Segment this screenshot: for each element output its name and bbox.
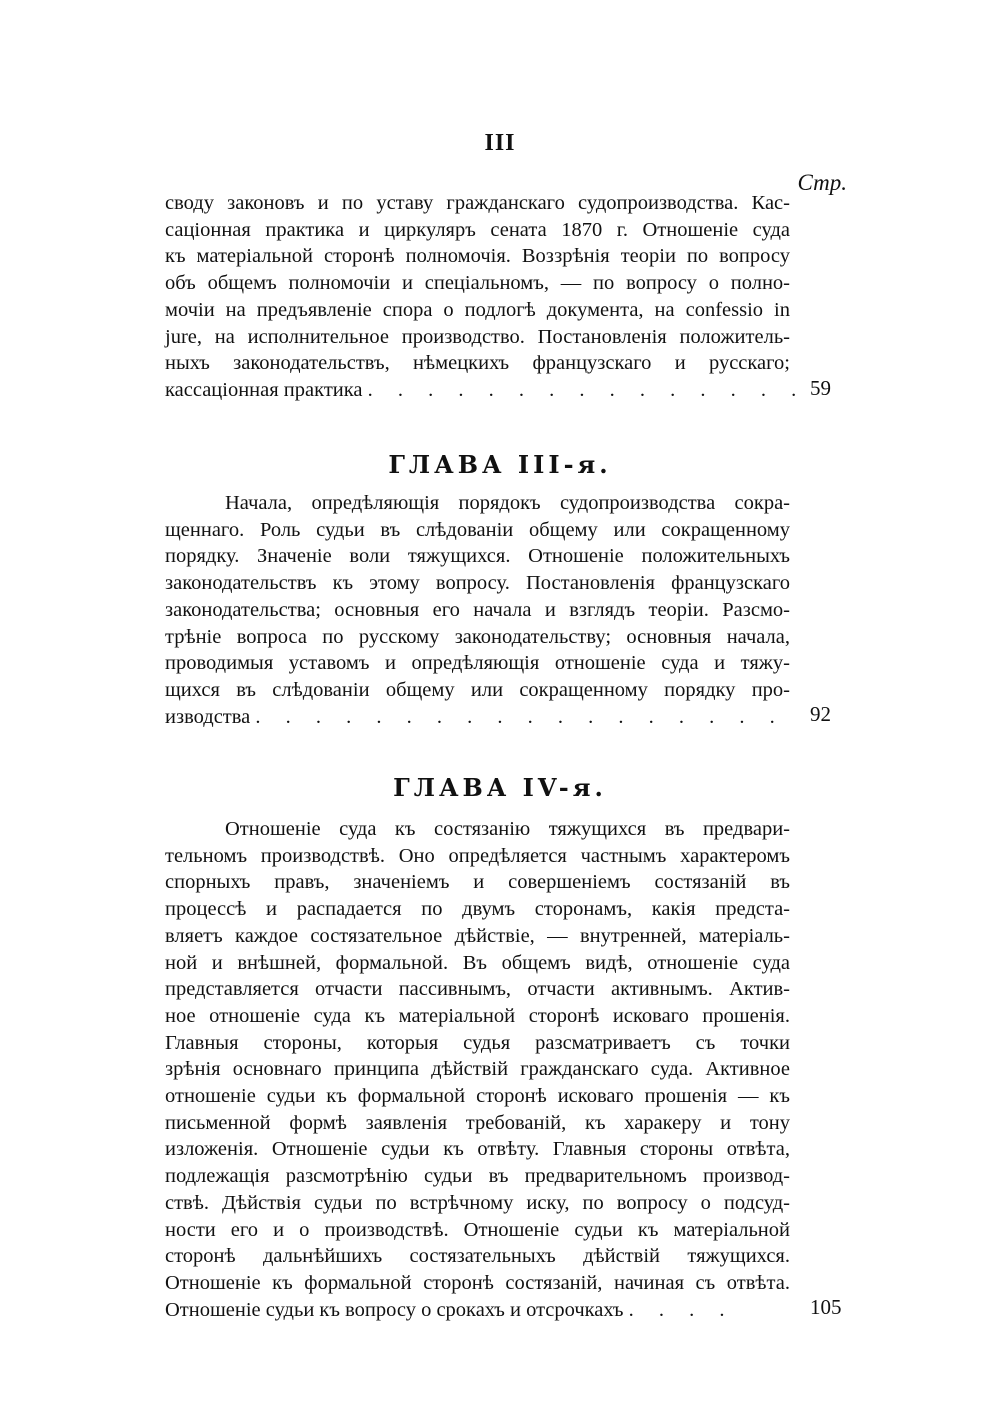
entry-text-line: ности его и о производствѣ. Отношеніе судьи къ матеріальной bbox=[165, 1218, 790, 1241]
entry-text-line: къ матеріальной сторонѣ полномочія. Воззрѣнія теоріи по вопросу bbox=[165, 245, 790, 268]
entry-text-line: своду законовъ и по уставу гражданскаго судопроизводства. Кас- bbox=[165, 192, 790, 214]
chapter-heading-3: ГЛАВА III-я. bbox=[388, 450, 612, 479]
entry-text-line: щихся въ слѣдованіи общему или сокращенному порядку про- bbox=[165, 678, 790, 701]
page-number: III bbox=[484, 130, 516, 156]
entry-text-line: проводимыя уставомъ и опредѣляющія отношеніе суда и тяжу- bbox=[165, 652, 790, 675]
entry-text-line: вляетъ каждое состязательное дѣйствіе, — внутренней, матеріаль- bbox=[165, 924, 790, 947]
entry-text-line: Начала, опредѣляющія порядокъ судопроизводства сокра- bbox=[225, 492, 790, 514]
entry-text-line: Отношеніе суда къ состязанію тяжущихся въ предвари- bbox=[225, 818, 790, 840]
entry-text-line: тельномъ производствѣ. Оно опредѣляется частнымъ характеромъ bbox=[165, 844, 790, 867]
entry-last-line-text: Отношеніе судьи къ вопросу о срокахъ и отсрочкахъ bbox=[165, 1298, 629, 1321]
entry-text-line: спорныхъ правъ, значеніемъ и совершеніемъ состязаній въ bbox=[165, 871, 790, 894]
dot-leader: . . . . bbox=[628, 1298, 735, 1321]
entry-text-line: ствѣ. Дѣйствія судьи по встрѣчному иску, по вопросу о подсуд- bbox=[165, 1191, 790, 1214]
entry-text-line: мочіи на предъявленіе спора о подлогѣ документа, на confessio in bbox=[165, 298, 790, 321]
entry-text-line: Отношеніе къ формальной сторонѣ состязаній, начиная съ отвѣта. bbox=[165, 1271, 790, 1294]
dot-leader: . . . . . . . . . . . . . . . bbox=[367, 378, 807, 401]
entry-text-line: трѣніе вопроса по русскому законодательству; основныя начала, bbox=[165, 625, 790, 648]
entry-text-line: ныхъ законодательствъ, нѣмецкихъ французскаго и русскаго; bbox=[165, 352, 790, 375]
entry-text-line: письменной формѣ заявленія требованій, къ харакеру и тону bbox=[165, 1111, 790, 1134]
page-column-label: Стр. bbox=[797, 170, 847, 195]
entry-text-line: Главныя стороны, которыя судья разсматриваетъ съ точки bbox=[165, 1031, 790, 1054]
entry-last-line-text: изводства bbox=[165, 705, 256, 728]
entry-text-line: процессѣ и распадается по двумъ сторонамъ, какія предста- bbox=[165, 898, 790, 921]
toc-page-number: 105 bbox=[810, 1295, 842, 1319]
entry-text-line: ной и внѣшней, формальной. Въ общемъ видѣ, отношеніе суда bbox=[165, 951, 790, 974]
entry-text-line: зрѣнія основнаго принципа дѣйствій гражданскаго суда. Активное bbox=[165, 1058, 790, 1081]
entry-last-line bbox=[165, 704, 790, 731]
entry-text-line: отношеніе судьи къ формальной сторонѣ исковаго прошенія — къ bbox=[165, 1085, 790, 1108]
entry-last-line bbox=[165, 1297, 790, 1324]
entry-text-line: сторонѣ дальнѣйшихъ состязательныхъ дѣйствій тяжущихся. bbox=[165, 1245, 790, 1268]
entry-text-line: представляется отчасти пассивнымъ, отчасти активнымъ. Актив- bbox=[165, 978, 790, 1001]
entry-text-line: ное отношеніе суда къ матеріальной сторонѣ исковаго прошенія. bbox=[165, 1004, 790, 1027]
entry-text-line: изложенія. Отношеніе судьи къ отвѣту. Главныя стороны отвѣта, bbox=[165, 1138, 790, 1161]
entry-text-line: законодательствъ къ этому вопросу. Постановленія французскаго bbox=[165, 572, 790, 595]
entry-text-line: подлежащія разсмотрѣнію судьи въ предварительномъ производ- bbox=[165, 1165, 790, 1188]
entry-text-line: саціонная практика и циркуляръ сената 1870 г. Отношеніе суда bbox=[165, 218, 790, 241]
entry-text-line: jure, на исполнительное производство. Постановленія положитель- bbox=[165, 325, 790, 348]
toc-page-number: 92 bbox=[810, 702, 831, 726]
chapter-heading-4: ГЛАВА IV-я. bbox=[393, 773, 607, 802]
toc-entry-chapter-2-continued bbox=[165, 190, 807, 404]
entry-last-line-text: кассаціонная практика bbox=[165, 378, 368, 401]
toc-entry-chapter-4 bbox=[165, 816, 790, 1323]
dot-leader: . . . . . . . . . . . . . . . . . . bbox=[255, 705, 785, 728]
entry-text-line: законодательства; основныя его начала и взглядъ теоріи. Разсмо- bbox=[165, 598, 790, 621]
toc-page-number: 59 bbox=[810, 376, 831, 400]
toc-entry-chapter-3 bbox=[165, 490, 790, 730]
entry-last-line bbox=[165, 377, 807, 404]
entry-text-line: объ общемъ полномочіи и спеціальномъ, — по вопросу о полно- bbox=[165, 272, 790, 295]
entry-text-line: щеннаго. Роль судьи въ слѣдованіи общему или сокращенному bbox=[165, 518, 790, 541]
entry-text-line: порядку. Значеніе воли тяжущихся. Отношеніе положительныхъ bbox=[165, 545, 790, 568]
